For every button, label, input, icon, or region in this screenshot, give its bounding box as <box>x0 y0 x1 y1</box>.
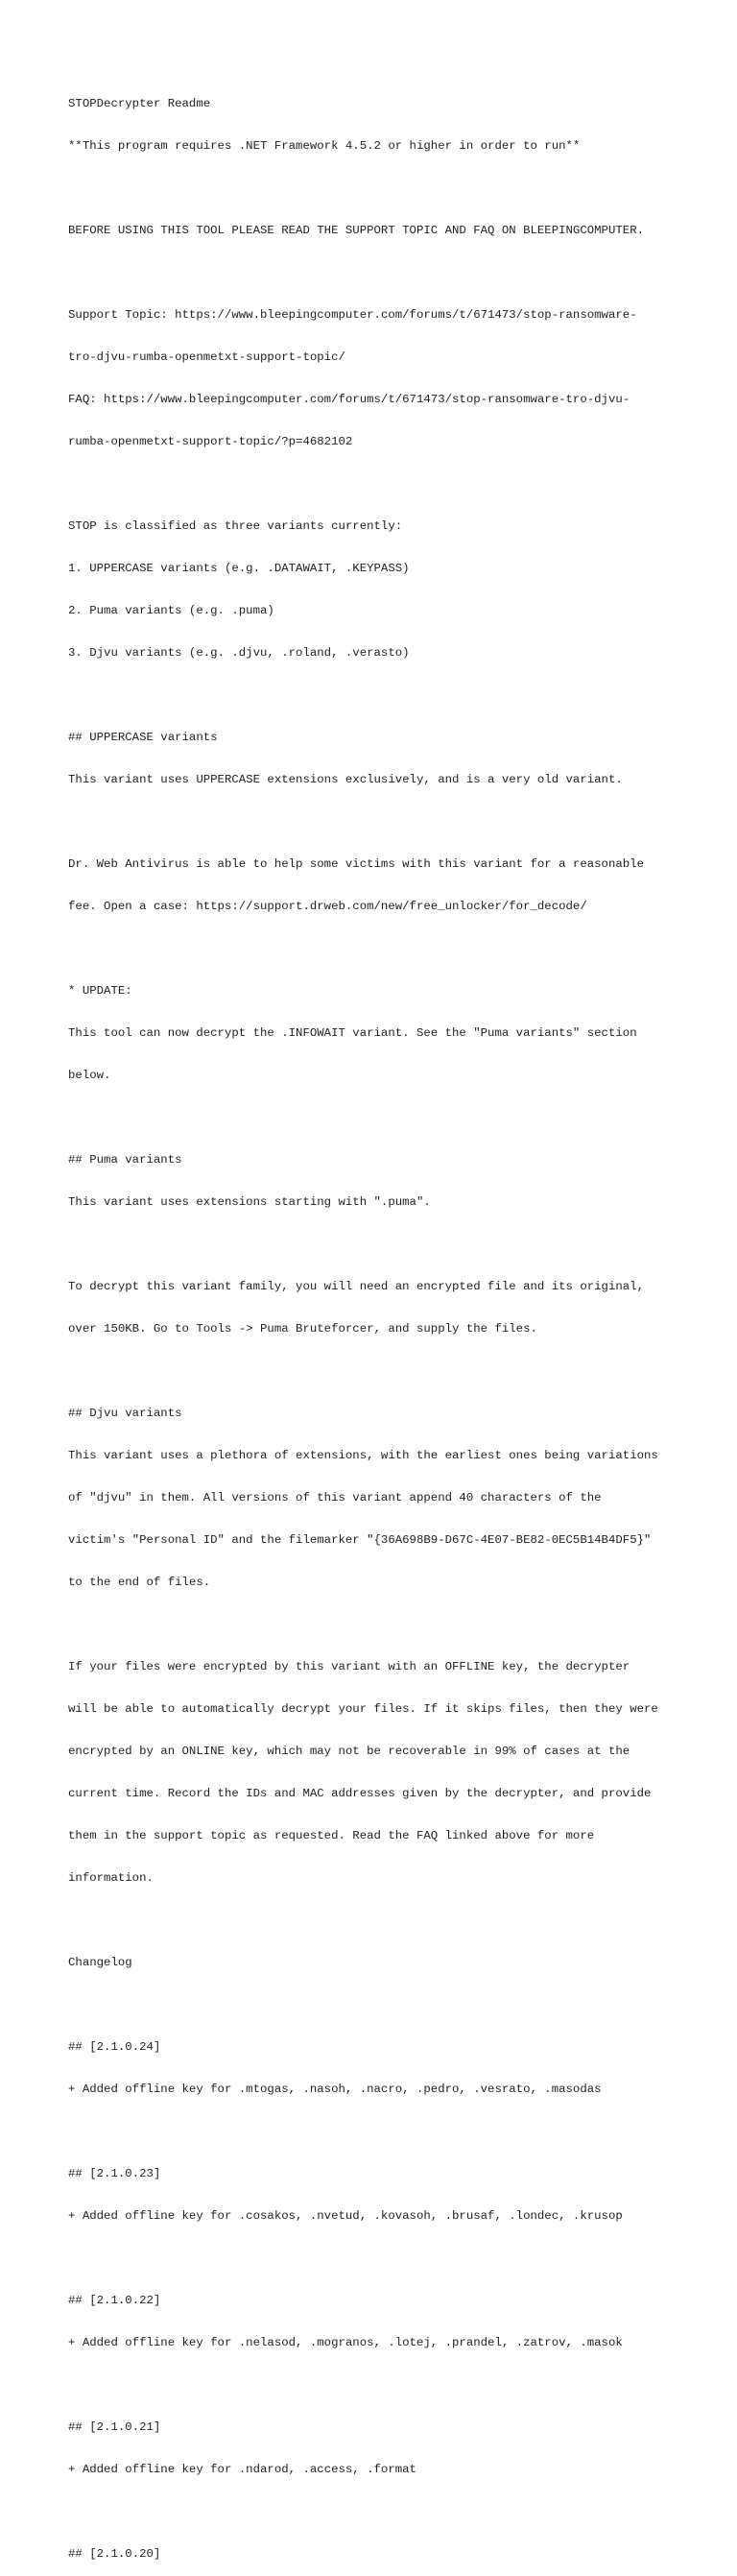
blank-line <box>68 2251 692 2266</box>
blank-line <box>68 181 692 196</box>
changelog-version: ## [2.1.0.21] <box>68 2420 161 2435</box>
paragraph-line: fee. Open a case: https://support.drweb.com/new/free_unlocker/for_decode/ <box>68 900 587 914</box>
blank-line <box>68 1998 692 2012</box>
changelog-entry: + Added offline key for .nelasod, .mogranos, .lotej, .prandel, .zatrov, .masok <box>68 2336 623 2350</box>
readme-document <box>68 69 692 2576</box>
blank-line <box>68 1618 692 1632</box>
paragraph-line: encrypted by an ONLINE key, which may not be recoverable in 99% of cases at the <box>68 1745 630 1759</box>
paragraph-line: This variant uses UPPERCASE extensions exclusively, and is a very old variant. <box>68 773 623 787</box>
changelog-version: ## [2.1.0.20] <box>68 2547 161 2562</box>
paragraph-line: Dr. Web Antivirus is able to help some victims with this variant for a reasonable <box>68 857 645 872</box>
paragraph-line: This variant uses extensions starting with ".puma". <box>68 1195 431 1210</box>
variant-list-item: 3. Djvu variants (e.g. .djvu, .roland, .verasto) <box>68 646 410 661</box>
paragraph-line: of "djvu" in them. All versions of this variant append 40 characters of the <box>68 1491 602 1505</box>
variant-list-item: 1. UPPERCASE variants (e.g. .DATAWAIT, .KEYPASS) <box>68 562 410 576</box>
blank-line <box>68 1238 692 1252</box>
blank-line <box>68 1364 692 1379</box>
changelog-version: ## [2.1.0.24] <box>68 2040 161 2055</box>
changelog-entry: + Added offline key for .ndarod, .access, .format <box>68 2463 416 2477</box>
warning-notice: BEFORE USING THIS TOOL PLEASE READ THE SUPPORT TOPIC AND FAQ ON BLEEPINGCOMPUTER. <box>68 224 645 238</box>
paragraph-line: them in the support topic as requested. Read the FAQ linked above for more <box>68 1829 595 1843</box>
variants-intro: STOP is classified as three variants currently: <box>68 519 403 534</box>
blank-line <box>68 2505 692 2519</box>
changelog-heading: Changelog <box>68 1956 132 1970</box>
update-heading: * UPDATE: <box>68 984 132 999</box>
changelog-entry: + Added offline key for .cosakos, .nvetud, .kovasoh, .brusaf, .londec, .krusop <box>68 2209 623 2224</box>
blank-line <box>68 942 692 956</box>
paragraph-line: will be able to automatically decrypt your files. If it skips files, then they were <box>68 1702 658 1717</box>
blank-line <box>68 2125 692 2139</box>
blank-line <box>68 1914 692 1928</box>
section-heading-uppercase: ## UPPERCASE variants <box>68 731 218 745</box>
paragraph-line: current time. Record the IDs and MAC addresses given by the decrypter, and provide <box>68 1787 652 1801</box>
faq-line: FAQ: https://www.bleepingcomputer.com/forums/t/671473/stop-ransomware-tro-djvu- <box>68 393 630 407</box>
support-topic-line: tro-djvu-rumba-openmetxt-support-topic/ <box>68 350 345 365</box>
changelog-entry: + Added offline key for .mtogas, .nasoh, .nacro, .pedro, .vesrato, .masodas <box>68 2082 602 2097</box>
variant-list-item: 2. Puma variants (e.g. .puma) <box>68 604 274 618</box>
document-title: STOPDecrypter Readme <box>68 97 211 111</box>
blank-line <box>68 815 692 830</box>
paragraph-line: information. <box>68 1871 154 1886</box>
blank-line <box>68 2378 692 2393</box>
section-heading-puma: ## Puma variants <box>68 1153 182 1168</box>
blank-line <box>68 688 692 703</box>
paragraph-line: To decrypt this variant family, you will need an encrypted file and its original, <box>68 1280 645 1294</box>
faq-line: rumba-openmetxt-support-topic/?p=4682102 <box>68 435 353 449</box>
paragraph-line: to the end of files. <box>68 1576 211 1590</box>
changelog-version: ## [2.1.0.22] <box>68 2294 161 2308</box>
section-heading-djvu: ## Djvu variants <box>68 1407 182 1421</box>
blank-line <box>68 477 692 492</box>
support-topic-line: Support Topic: https://www.bleepingcomputer.com/forums/t/671473/stop-ransomware- <box>68 308 637 323</box>
blank-line <box>68 1111 692 1125</box>
changelog-version: ## [2.1.0.23] <box>68 2167 161 2181</box>
requirement-note: **This program requires .NET Framework 4.5.2 or higher in order to run** <box>68 139 581 154</box>
paragraph-line: This variant uses a plethora of extensions, with the earliest ones being variations <box>68 1449 658 1463</box>
paragraph-line: below. <box>68 1069 111 1083</box>
paragraph-line: over 150KB. Go to Tools -> Puma Bruteforcer, and supply the files. <box>68 1322 537 1336</box>
blank-line <box>68 266 692 280</box>
paragraph-line: victim's "Personal ID" and the filemarker "{36A698B9-D67C-4E07-BE82-0EC5B14B4DF5}" <box>68 1533 652 1548</box>
paragraph-line: This tool can now decrypt the .INFOWAIT variant. See the "Puma variants" section <box>68 1026 637 1041</box>
paragraph-line: If your files were encrypted by this variant with an OFFLINE key, the decrypter <box>68 1660 630 1674</box>
